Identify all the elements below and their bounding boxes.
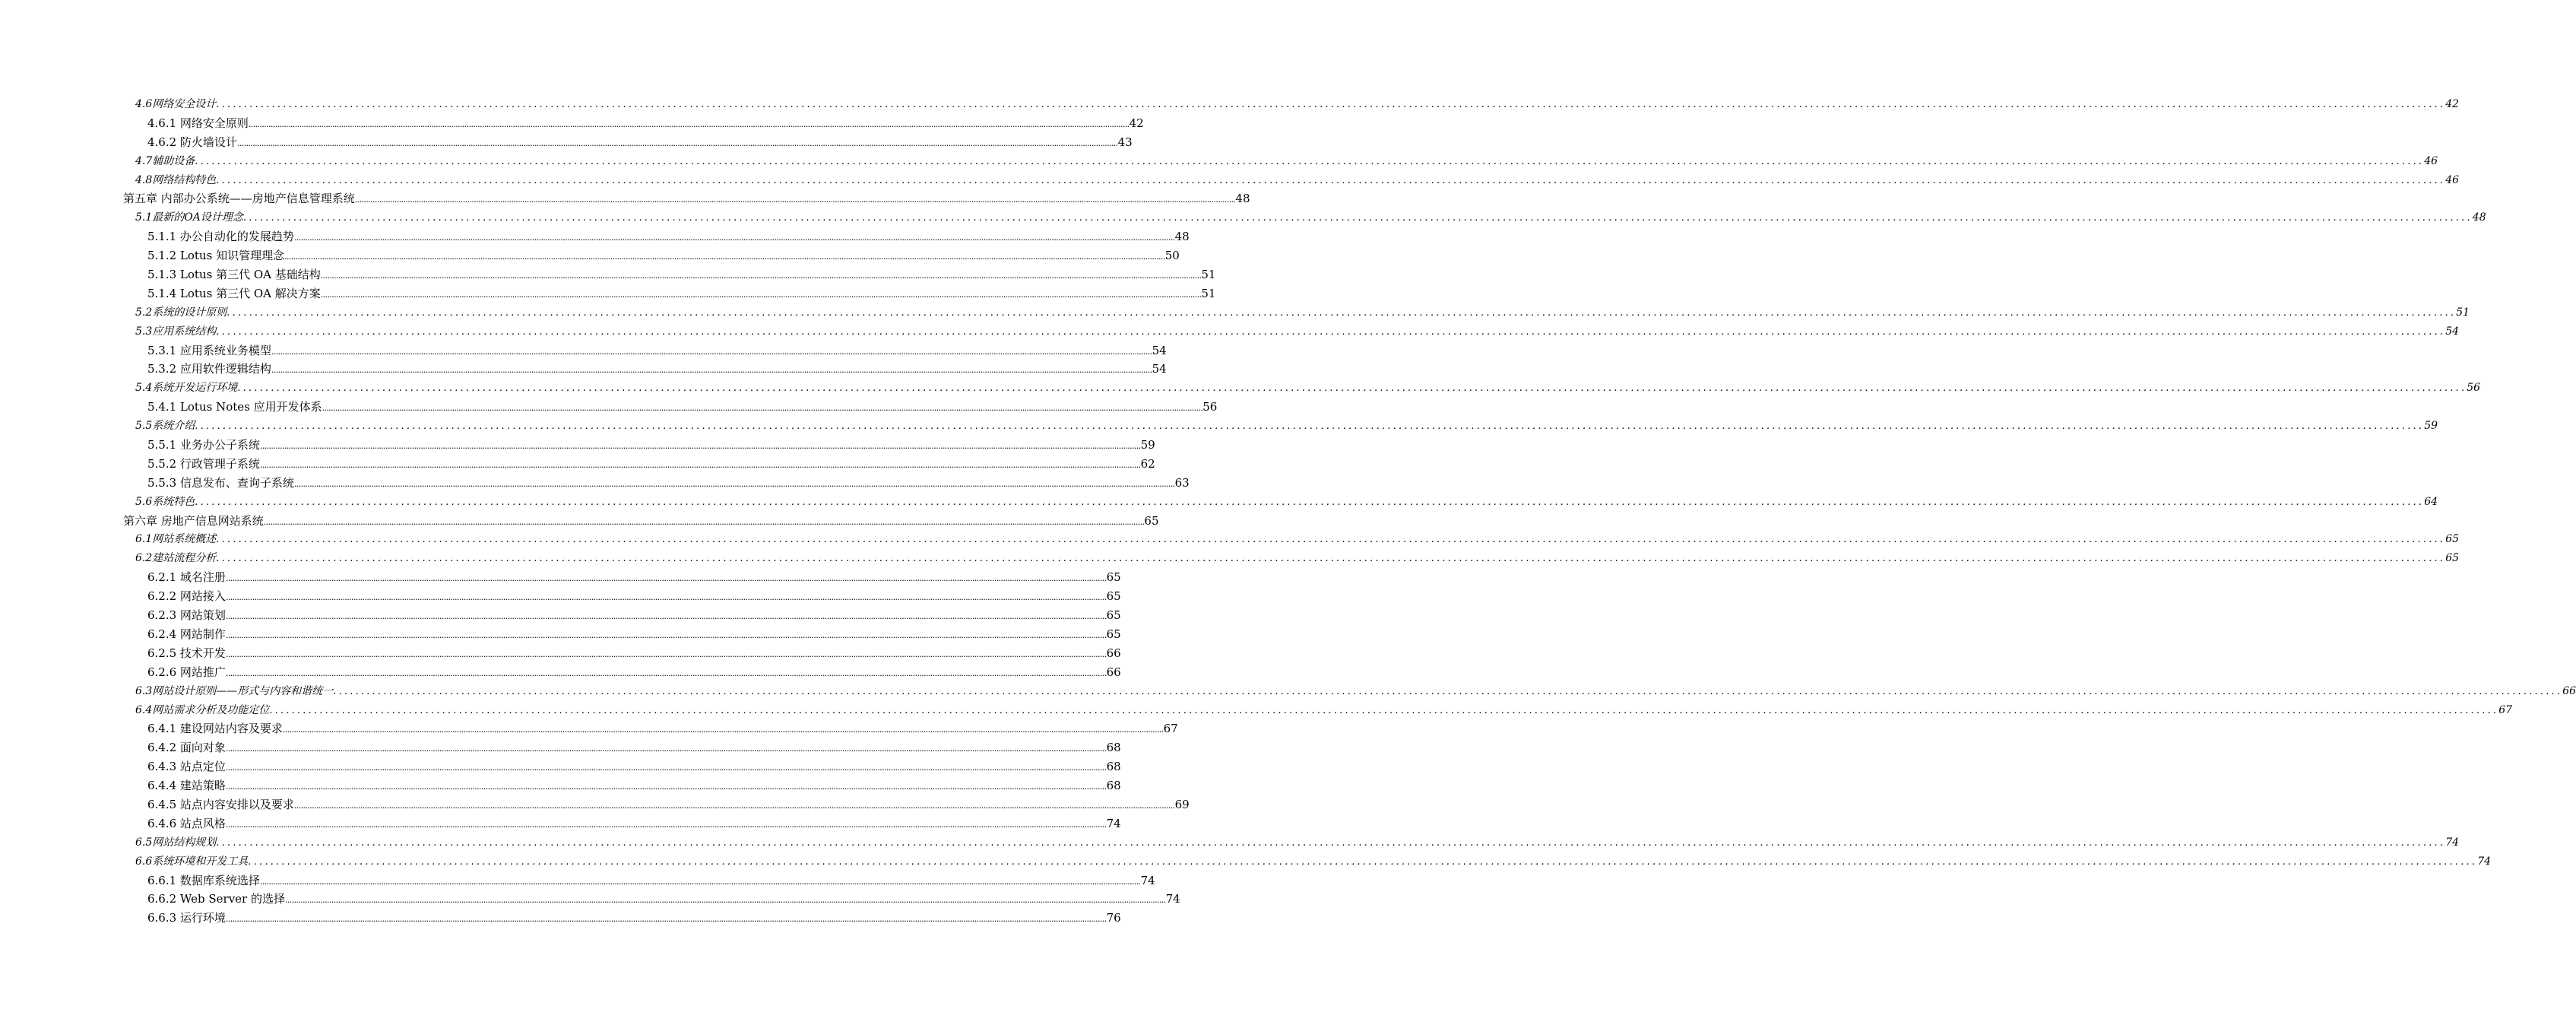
toc-entry-line [135,549,2460,569]
toc-entry-line [147,871,1155,892]
toc-page-number: 67 [1163,722,1178,736]
toc-dot-leader: ................................................................................................................................................................................................................................................................................................................................................................................................................ [259,441,1141,452]
toc-page-number: 67 [2498,703,2513,716]
toc-entry[interactable] [0,360,1167,379]
toc-entry-title: 4.6网络安全设计 [135,98,217,110]
toc-entry-line [147,398,1218,418]
toc-entry-line [147,246,1180,267]
toc-entry-line [147,114,1144,135]
toc-entry[interactable] [0,852,2492,871]
toc-entry-title: 6.2.6 网站推广 [147,665,226,679]
toc-entry-title: 5.2系统的设计原则 [135,306,227,319]
toc-page-number: 74 [2445,836,2460,849]
toc-page-number: 54 [2445,325,2460,338]
toc-entry[interactable] [0,663,1121,682]
toc-entry-title: 6.2.4 网站制作 [147,627,226,641]
toc-entry[interactable] [0,152,2438,171]
toc-dot-leader: ................................................................................................................................................................................................................................................................................................................................................................................................................ [293,233,1175,243]
toc-page-number: 51 [1201,286,1216,300]
toc-dot-leader: ................................................................................................................................................................................................................................................................................................................................................................................................................ [225,782,1107,792]
toc-entry-title: 5.5.2 行政管理子系统 [147,456,260,471]
toc-entry[interactable] [0,189,1250,208]
toc-dot-leader: ................................................................................................................................................................................................................................................................................................................................................................................................................ [259,876,1141,887]
toc-entry-line [123,512,1159,532]
toc-dot-leader: ................................................................................................................................................................................................................................................................................................................................................................................................................ [248,119,1130,129]
toc-page-number: 62 [1140,456,1155,471]
toc-page-number: 48 [1174,230,1190,244]
toc-page-number: 50 [1164,249,1180,263]
toc-entry-title: 6.4.5 站点内容安排以及要求 [147,797,294,811]
toc-dot-leader: ................................................................................................................................................................................................................................................................................................................................................................................................................ [333,685,2563,697]
toc-entry-title: 5.5系统介绍 [135,420,195,433]
toc-entry-title: 6.3网站设计原则——形式与内容和谐统一 [135,684,334,697]
toc-entry-title: 4.7辅助设备 [135,154,195,167]
toc-entry-title: 5.1最新的OA设计理念 [135,211,243,224]
toc-dot-leader: ................................................................................................................................................................................................................................................................................................................................................................................................................ [227,306,2457,319]
toc-entry-title: 4.6.2 防火墙设计 [147,135,237,149]
toc-entry-title: 6.2建站流程分析 [135,552,217,565]
toc-page-number: 65 [1106,608,1121,623]
toc-page-number: 51 [2456,306,2470,319]
toc-page-number: 65 [2445,552,2460,565]
toc-entry-line [147,587,1121,608]
toc-entry-line [135,417,2438,436]
toc-entry[interactable] [0,719,1178,738]
toc-entry-title: 6.6.2 Web Server 的选择 [147,892,285,906]
toc-entry-line [147,436,1155,456]
toc-entry-line [147,455,1155,475]
toc-entry-line [135,682,2576,702]
toc-entry[interactable] [0,474,1190,493]
toc-entry[interactable] [0,246,1180,265]
toc-entry[interactable] [0,95,2460,114]
toc-page-number: 65 [2445,533,2460,546]
toc-page-number: 74 [1106,816,1121,830]
toc-dot-leader: ................................................................................................................................................................................................................................................................................................................................................................................................................ [225,763,1107,773]
toc-entry-title: 6.6.1 数据库系统选择 [147,873,260,887]
toc-entry[interactable] [0,133,1133,152]
toc-page-number: 64 [2424,495,2438,508]
toc-dot-leader: ................................................................................................................................................................................................................................................................................................................................................................................................................ [195,421,2425,433]
toc-entry-title: 第五章 内部办公系统——房地产信息管理系统 [123,192,355,206]
toc-entry-title: 5.6系统特色 [135,495,195,508]
toc-entry-line [135,152,2438,172]
toc-page-number: 56 [1202,400,1218,414]
toc-entry-title: 6.4.6 站点风格 [147,816,226,830]
toc-entry[interactable] [0,265,1216,284]
toc-entry[interactable] [0,549,2460,568]
toc-dot-leader: ................................................................................................................................................................................................................................................................................................................................................................................................................ [195,155,2425,167]
toc-page-number: 65 [1106,570,1121,585]
toc-entry-line [135,852,2492,872]
toc-page-number: 69 [1174,797,1190,811]
toc-entry-line [147,738,1121,759]
toc-entry-line [147,663,1121,684]
toc-entry-title: 5.3.2 应用软件逻辑结构 [147,362,271,376]
toc-entry-title: 6.4.4 建站策略 [147,779,226,793]
toc-entry-line [135,530,2460,550]
toc-dot-leader: ................................................................................................................................................................................................................................................................................................................................................................................................................ [293,800,1175,811]
toc-entry-line [135,171,2460,191]
toc-dot-leader: ................................................................................................................................................................................................................................................................................................................................................................................................................ [225,611,1107,622]
toc-dot-leader: ................................................................................................................................................................................................................................................................................................................................................................................................................ [248,855,2478,868]
toc-entry[interactable] [0,398,1218,417]
toc-entry-line [147,284,1216,305]
toc-entry-line [123,189,1250,210]
toc-entry[interactable] [0,625,1121,644]
toc-entry-title: 5.3.1 应用系统业务模型 [147,343,271,357]
toc-entry-line [135,322,2460,342]
toc-page-number: 66 [1106,665,1121,679]
toc-entry-line [147,814,1121,835]
toc-dot-leader: ................................................................................................................................................................................................................................................................................................................................................................................................................ [293,478,1175,489]
toc-entry[interactable] [0,587,1121,606]
toc-entry-title: 6.4.3 站点定位 [147,760,226,774]
toc-entry[interactable] [0,682,2576,701]
toc-dot-leader: ................................................................................................................................................................................................................................................................................................................................................................................................................ [216,174,2446,186]
toc-entry-title: 第六章 房地产信息网站系统 [123,513,264,528]
toc-entry-line [147,909,1121,929]
toc-entry-title: 5.1.3 Lotus 第三代 OA 基础结构 [147,268,321,282]
toc-page-number: 68 [1106,760,1121,774]
toc-entry-line [135,303,2470,323]
toc-dot-leader: ................................................................................................................................................................................................................................................................................................................................................................................................................ [242,212,2473,224]
toc-entry-title: 5.1.4 Lotus 第三代 OA 解决方案 [147,286,321,300]
toc-entry-line [147,227,1190,248]
toc-entry[interactable] [0,436,1155,455]
toc-dot-leader: ................................................................................................................................................................................................................................................................................................................................................................................................................ [284,252,1165,262]
toc-dot-leader: ................................................................................................................................................................................................................................................................................................................................................................................................................ [225,630,1107,640]
toc-page-number: 48 [2472,211,2486,224]
toc-dot-leader: ................................................................................................................................................................................................................................................................................................................................................................................................................ [263,516,1145,527]
toc-dot-leader: ................................................................................................................................................................................................................................................................................................................................................................................................................ [225,668,1107,678]
toc-dot-leader: ................................................................................................................................................................................................................................................................................................................................................................................................................ [225,649,1107,659]
toc-entry[interactable] [0,512,1159,531]
toc-dot-leader: ................................................................................................................................................................................................................................................................................................................................................................................................................ [354,195,1236,205]
toc-entry-title: 5.4系统开发运行环境 [135,382,238,395]
toc-dot-leader: ................................................................................................................................................................................................................................................................................................................................................................................................................ [271,346,1152,357]
toc-dot-leader: ................................................................................................................................................................................................................................................................................................................................................................................................................ [259,459,1141,470]
toc-page-number: 66 [2562,684,2576,697]
toc-entry[interactable] [0,493,2438,512]
toc-entry[interactable] [0,284,1216,303]
toc-entry-line [147,776,1121,797]
toc-page-number: 54 [1152,362,1167,376]
toc-entry-title: 5.1.2 Lotus 知识管理理念 [147,249,285,263]
toc-page-number: 63 [1174,475,1190,490]
toc-entry[interactable] [0,814,1121,833]
toc-entry[interactable] [0,171,2460,190]
toc-entry[interactable] [0,909,1121,928]
toc-entry-title: 6.4网站需求分析及功能定位 [135,703,270,716]
toc-page-number: 59 [2424,420,2438,433]
toc-page-number: 59 [1140,438,1155,452]
toc-entry[interactable] [0,417,2438,436]
toc-entry-title: 5.4.1 Lotus Notes 应用开发体系 [147,400,322,414]
toc-entry[interactable] [0,833,2460,852]
toc-dot-leader: ................................................................................................................................................................................................................................................................................................................................................................................................................ [216,534,2446,546]
toc-entry[interactable] [0,530,2460,549]
toc-entry-title: 6.5网站结构规划 [135,836,217,849]
toc-dot-leader: ................................................................................................................................................................................................................................................................................................................................................................................................................ [225,819,1107,830]
toc-entry-title: 4.6.1 网络安全原则 [147,116,249,130]
toc-entry[interactable] [0,776,1121,795]
toc-entry[interactable] [0,644,1121,663]
toc-entry[interactable] [0,379,2481,398]
toc-dot-leader: ................................................................................................................................................................................................................................................................................................................................................................................................................ [216,99,2446,110]
toc-entry[interactable] [0,568,1121,587]
toc-entry-title: 6.6系统环境和开发工具 [135,855,249,868]
toc-dot-leader: ................................................................................................................................................................................................................................................................................................................................................................................................................ [236,138,1118,148]
toc-page-number: 56 [2467,382,2481,395]
toc-entry[interactable] [0,757,1121,776]
toc-entry-line [147,265,1216,286]
toc-entry-line [147,890,1180,910]
toc-entry-line [135,701,2513,721]
toc-entry[interactable] [0,227,1190,246]
toc-dot-leader: ................................................................................................................................................................................................................................................................................................................................................................................................................ [269,704,2499,716]
toc-page-number: 54 [1152,343,1167,357]
toc-entry[interactable] [0,322,2460,341]
toc-dot-leader: ................................................................................................................................................................................................................................................................................................................................................................................................................ [225,592,1107,603]
toc-page-number: 74 [2477,855,2492,868]
toc-entry[interactable] [0,795,1190,814]
toc-entry-line [147,341,1167,362]
toc-entry-title: 6.4.1 建设网站内容及要求 [147,722,283,736]
toc-page-number: 68 [1106,741,1121,755]
toc-entry-title: 6.2.2 网站接入 [147,589,226,604]
toc-dot-leader: ................................................................................................................................................................................................................................................................................................................................................................................................................ [237,382,2467,395]
toc-entry-title: 6.1网站系统概述 [135,533,217,546]
toc-entry-line [147,568,1121,589]
toc-entry[interactable] [0,114,1144,133]
toc-entry-line [147,644,1121,665]
toc-entry-title: 5.3应用系统结构 [135,325,217,338]
toc-dot-leader: ................................................................................................................................................................................................................................................................................................................................................................................................................ [225,573,1107,584]
toc-entry-title: 6.2.3 网站策划 [147,608,226,623]
toc-dot-leader: ................................................................................................................................................................................................................................................................................................................................................................................................................ [320,271,1202,281]
toc-entry-line [147,360,1167,380]
toc-entry[interactable] [0,341,1167,360]
toc-dot-leader: ................................................................................................................................................................................................................................................................................................................................................................................................................ [271,365,1152,376]
toc-entry[interactable] [0,303,2470,322]
toc-entry-line [135,833,2460,853]
toc-entry-line [135,208,2486,228]
toc-page-number: 51 [1201,268,1216,282]
toc-entry-line [147,719,1178,740]
toc-dot-leader: ................................................................................................................................................................................................................................................................................................................................................................................................................ [225,744,1107,754]
toc-entry-line [147,757,1121,778]
toc-entry-line [147,133,1133,154]
table-of-contents [0,95,2576,928]
toc-dot-leader: ................................................................................................................................................................................................................................................................................................................................................................................................................ [225,914,1107,925]
toc-page-number: 65 [1106,589,1121,604]
toc-page-number: 46 [2424,154,2438,167]
toc-page-number: 68 [1106,779,1121,793]
toc-page-number: 74 [1165,892,1180,906]
toc-dot-leader: ................................................................................................................................................................................................................................................................................................................................................................................................................ [195,496,2425,508]
toc-page-number: 66 [1106,646,1121,660]
toc-entry-title: 5.5.3 信息发布、查询子系统 [147,475,294,490]
toc-entry-title: 6.6.3 运行环境 [147,911,226,925]
toc-dot-leader: ................................................................................................................................................................................................................................................................................................................................................................................................................ [216,553,2446,565]
toc-page-number: 48 [1235,192,1250,206]
toc-entry[interactable] [0,701,2513,720]
toc-entry[interactable] [0,738,1121,757]
toc-page-number: 76 [1106,911,1121,925]
toc-dot-leader: ................................................................................................................................................................................................................................................................................................................................................................................................................ [282,725,1164,735]
toc-entry-title: 6.2.1 域名注册 [147,570,226,585]
toc-page-number: 42 [1129,116,1144,130]
toc-entry[interactable] [0,890,1180,909]
toc-entry-line [135,95,2460,115]
toc-entry-line [147,474,1190,494]
toc-entry[interactable] [0,606,1121,625]
toc-dot-leader: ................................................................................................................................................................................................................................................................................................................................................................................................................ [322,403,1203,414]
toc-page-number: 65 [1144,513,1159,528]
toc-page-number: 42 [2445,98,2460,110]
toc-entry-title: 5.5.1 业务办公子系统 [147,438,260,452]
toc-entry-title: 5.1.1 办公自动化的发展趋势 [147,230,294,244]
toc-dot-leader: ................................................................................................................................................................................................................................................................................................................................................................................................................ [216,325,2446,338]
toc-entry-line [147,606,1121,627]
toc-page-number: 43 [1117,135,1133,149]
toc-entry-line [135,379,2481,398]
toc-dot-leader: ................................................................................................................................................................................................................................................................................................................................................................................................................ [285,895,1166,906]
toc-page-number: 65 [1106,627,1121,641]
toc-page-number: 74 [1140,873,1155,887]
toc-entry-title: 6.4.2 面向对象 [147,741,226,755]
toc-entry-line [147,625,1121,646]
toc-entry-line [147,795,1190,816]
toc-entry[interactable] [0,208,2486,227]
toc-entry-title: 4.8网络结构特色 [135,173,217,186]
toc-dot-leader: ................................................................................................................................................................................................................................................................................................................................................................................................................ [216,836,2446,849]
toc-page-number: 46 [2445,173,2460,186]
toc-entry-title: 6.2.5 技术开发 [147,646,226,660]
toc-entry[interactable] [0,871,1155,890]
toc-dot-leader: ................................................................................................................................................................................................................................................................................................................................................................................................................ [320,289,1202,300]
toc-entry[interactable] [0,455,1155,474]
toc-entry-line [135,493,2438,513]
